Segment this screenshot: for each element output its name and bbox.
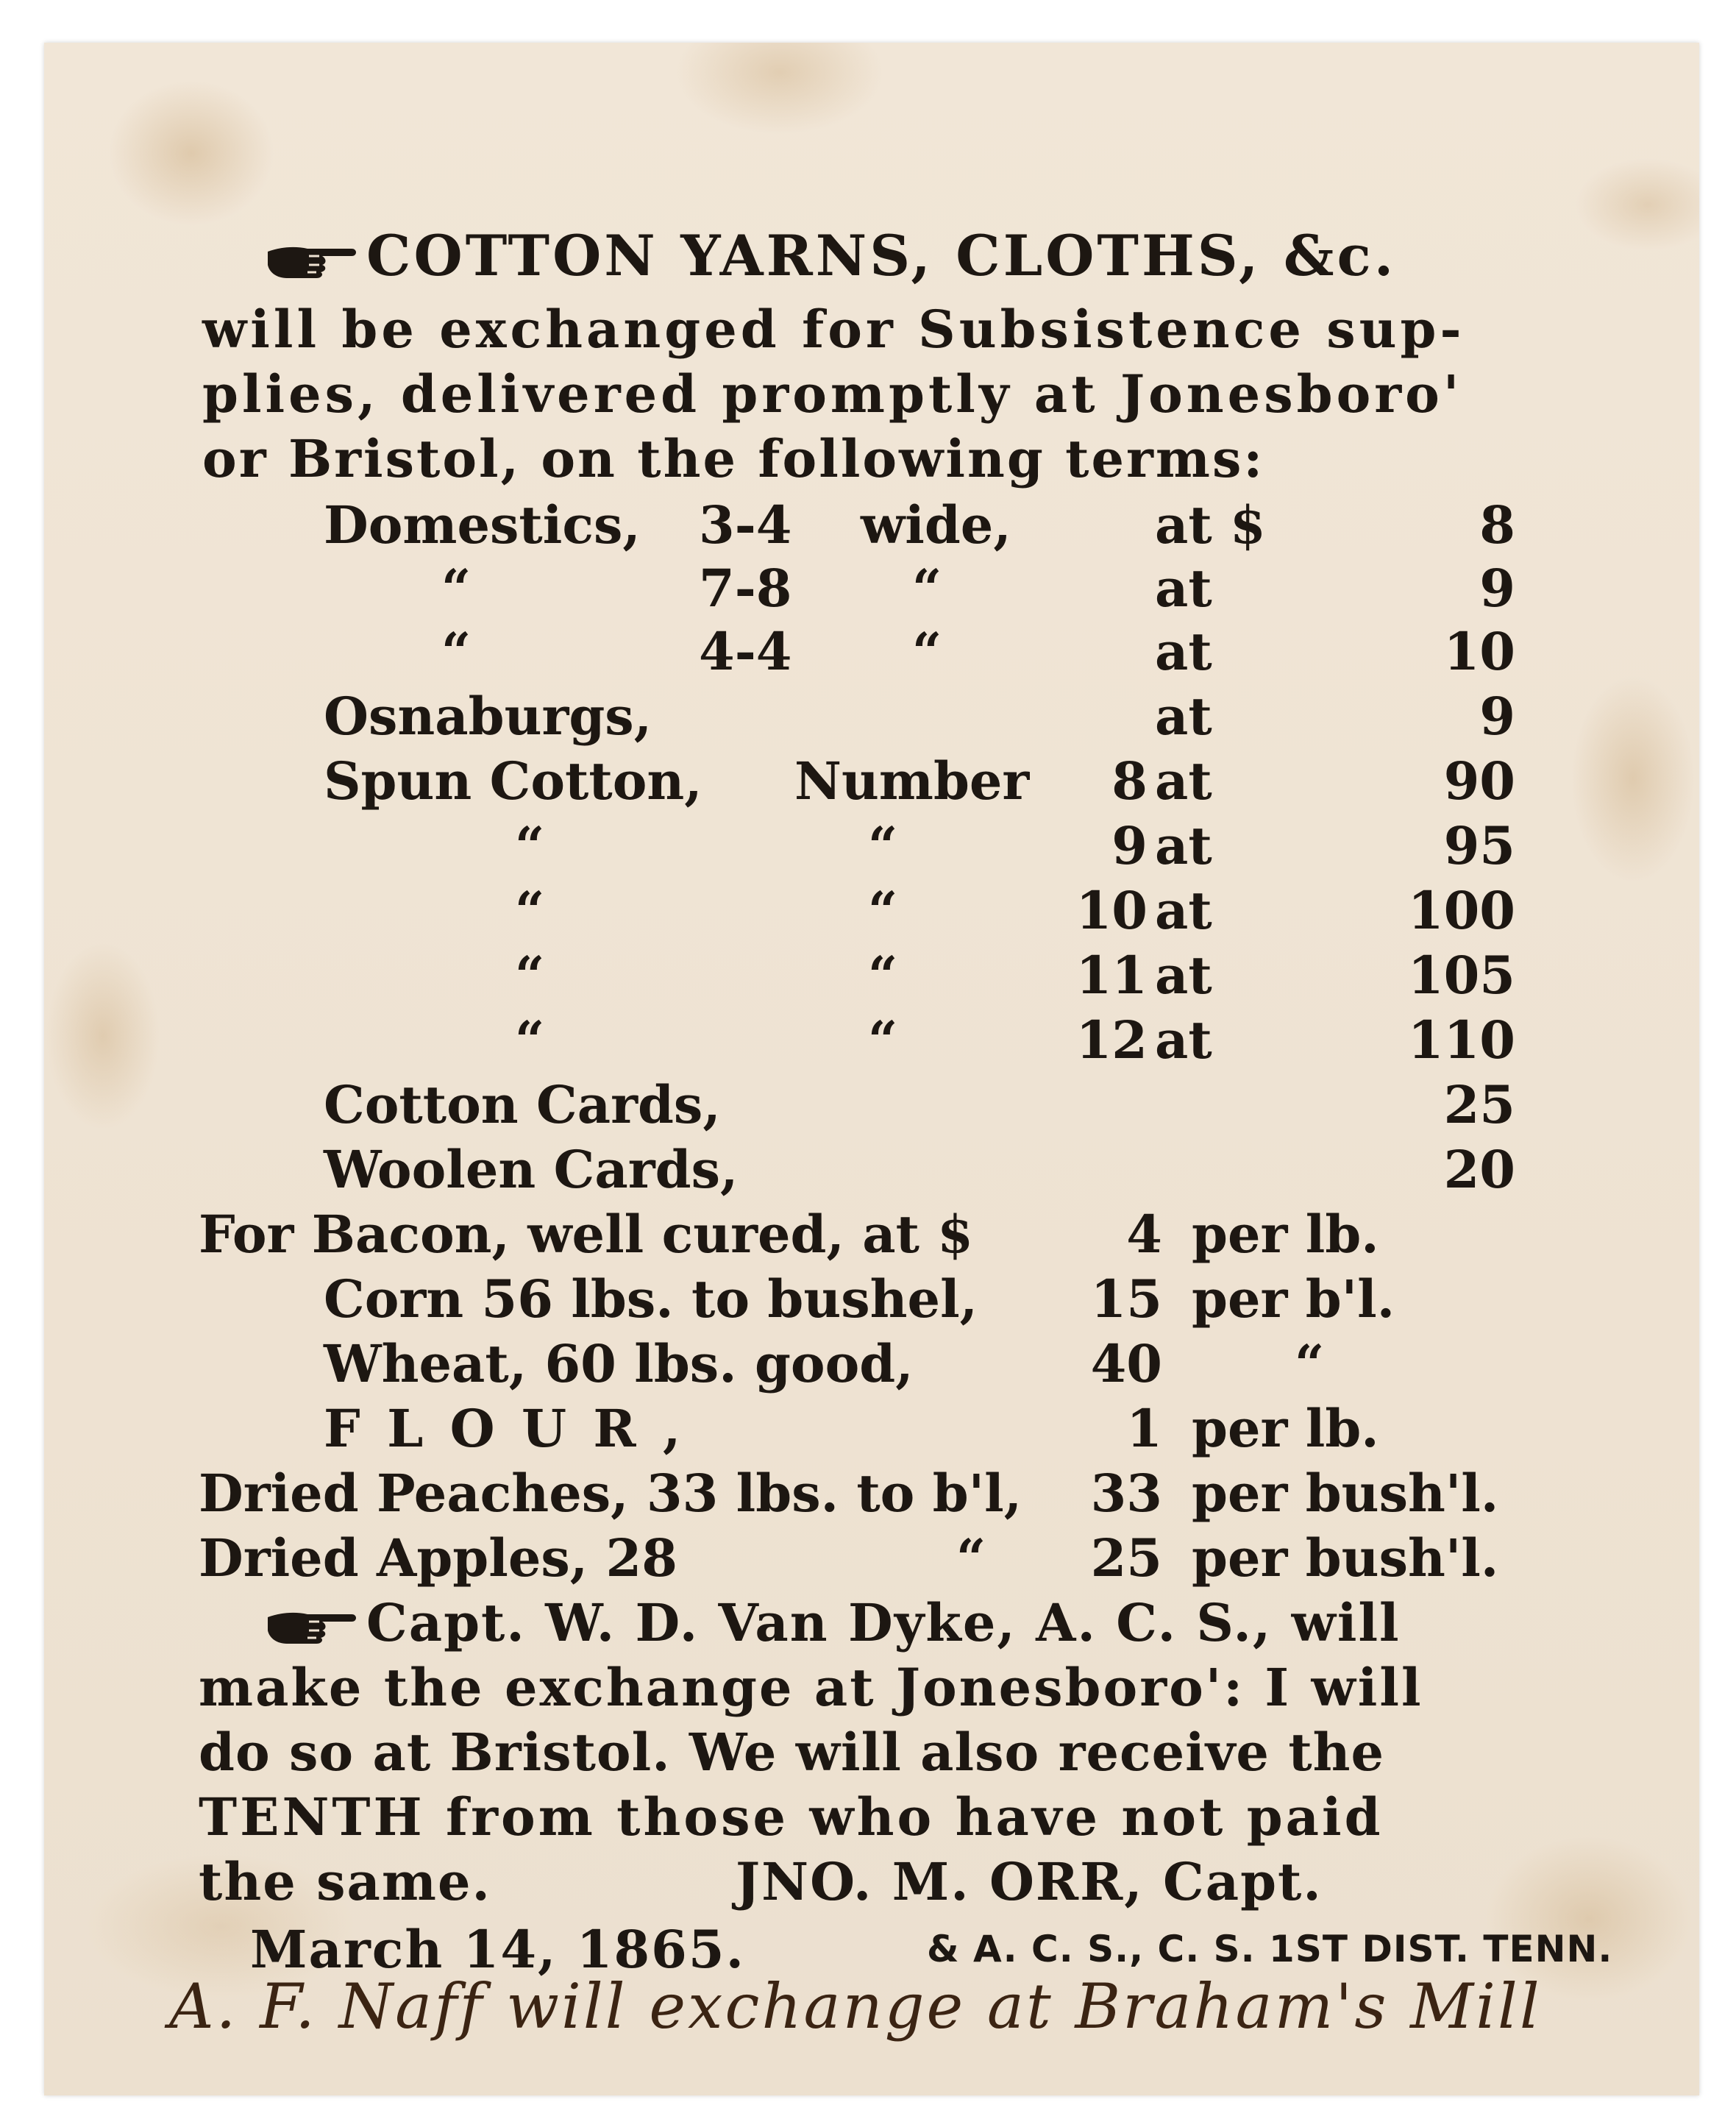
ditto-mark: “ (515, 880, 545, 941)
ditto-mark: “ (956, 1527, 986, 1589)
at-label: at (1155, 1009, 1212, 1071)
ditto-mark: “ (912, 621, 942, 682)
intro-line-4: or Bristol, on the following terms: (202, 428, 1265, 489)
item-price: 20 (1443, 1139, 1515, 1200)
ditto-mark: “ (868, 815, 898, 876)
item-price: 25 (1443, 1074, 1515, 1135)
at-label: at (1155, 880, 1212, 941)
yarn-number: 10 (1075, 880, 1148, 941)
handwritten-note: A. F. Naff will exchange at Braham's Mill (169, 1970, 1542, 2042)
notice-line-4: TENTH from those who have not paid (199, 1786, 1384, 1848)
item-price: 33 (1090, 1463, 1162, 1524)
item-unit: per b'l. (1192, 1268, 1395, 1330)
at-label: at (1155, 558, 1212, 619)
item-price: 95 (1443, 815, 1515, 876)
notice-line-2: make the exchange at Jonesboro': I will (199, 1657, 1423, 1718)
notice-line-1 (265, 1594, 1401, 1653)
item-name: Woolen Cards, (324, 1139, 739, 1200)
item-name: Cotton Cards, (324, 1074, 721, 1135)
headline-text: COTTON YARNS, CLOTHS, &c. (366, 223, 1397, 288)
item-price: 110 (1407, 1009, 1515, 1071)
item-name: Osnaburgs, (324, 686, 652, 747)
item-price: 40 (1090, 1333, 1162, 1394)
ditto-mark: “ (441, 558, 472, 619)
date-line: March 14, 1865. (250, 1919, 745, 1980)
at-label: at (1155, 815, 1212, 876)
item-unit: per bush'l. (1192, 1463, 1499, 1524)
notice-line-5 (199, 1853, 491, 1912)
item-name: Corn 56 lbs. to bushel, (324, 1268, 978, 1330)
item-unit: per lb. (1192, 1204, 1379, 1265)
pointing-hand-icon (265, 238, 360, 280)
at-label: at (1155, 750, 1212, 812)
item-name: Spun Cotton, (324, 750, 702, 812)
ditto-mark: “ (441, 621, 472, 682)
yarn-number: 9 (1111, 815, 1148, 876)
yarn-number: 12 (1075, 1009, 1148, 1071)
item-price: 8 (1479, 494, 1515, 556)
item-name: Dried Peaches, 33 lbs. to b'l, (199, 1463, 1022, 1524)
at-label: at (1155, 945, 1212, 1006)
item-unit: wide, (861, 494, 1011, 556)
pointing-hand-icon (265, 1604, 360, 1645)
item-name: Dried Apples, 28 (199, 1527, 677, 1589)
at-label: at $ (1155, 494, 1266, 556)
item-price: 4 (1126, 1204, 1162, 1265)
at-label: at (1155, 621, 1212, 682)
signature: JNO. M. ORR, Capt. (736, 1851, 1323, 1912)
item-unit: per lb. (1192, 1398, 1379, 1459)
ditto-mark: “ (868, 880, 898, 941)
item-size: 3-4 (699, 494, 792, 556)
item-size: 7-8 (699, 558, 792, 619)
notice-text: Capt. W. D. Van Dyke, A. C. S., will (366, 1592, 1401, 1653)
item-price: 105 (1407, 945, 1515, 1006)
ditto-mark: “ (515, 815, 545, 876)
intro-line-2: will be exchanged for Subsistence sup- (202, 299, 1465, 360)
office-line: & A. C. S., C. S. 1ST DIST. TENN. (927, 1928, 1613, 1970)
item-name: Domestics, (324, 494, 641, 556)
item-price: 100 (1407, 880, 1515, 941)
notice-text: the same. (199, 1851, 491, 1912)
yarn-number: 11 (1075, 945, 1148, 1006)
item-name: F L O U R , (324, 1398, 686, 1459)
at-label: at (1155, 686, 1212, 747)
ditto-mark: “ (1295, 1333, 1325, 1394)
item-price: 10 (1443, 621, 1515, 682)
item-price: 90 (1443, 750, 1515, 812)
ditto-mark: “ (868, 1009, 898, 1071)
headline (265, 223, 1397, 288)
number-label: Number (794, 750, 1030, 812)
item-name: For Bacon, well cured, at $ (199, 1204, 974, 1265)
item-name: Wheat, 60 lbs. good, (324, 1333, 914, 1394)
ditto-mark: “ (515, 945, 545, 1006)
notice-line-3: do so at Bristol. We will also receive the (199, 1722, 1385, 1783)
item-price: 25 (1090, 1527, 1162, 1589)
item-price: 9 (1479, 686, 1515, 747)
ditto-mark: “ (515, 1009, 545, 1071)
ditto-mark: “ (912, 558, 942, 619)
item-size: 4-4 (699, 621, 792, 682)
intro-line-3: plies, delivered promptly at Jonesboro' (202, 363, 1463, 425)
ditto-mark: “ (868, 945, 898, 1006)
yarn-number: 8 (1111, 750, 1148, 812)
item-unit: per bush'l. (1192, 1527, 1499, 1589)
broadside-text (44, 43, 1699, 2095)
item-price: 15 (1090, 1268, 1162, 1330)
broadside-sheet (44, 43, 1699, 2095)
item-price: 9 (1479, 558, 1515, 619)
item-price: 1 (1126, 1398, 1162, 1459)
